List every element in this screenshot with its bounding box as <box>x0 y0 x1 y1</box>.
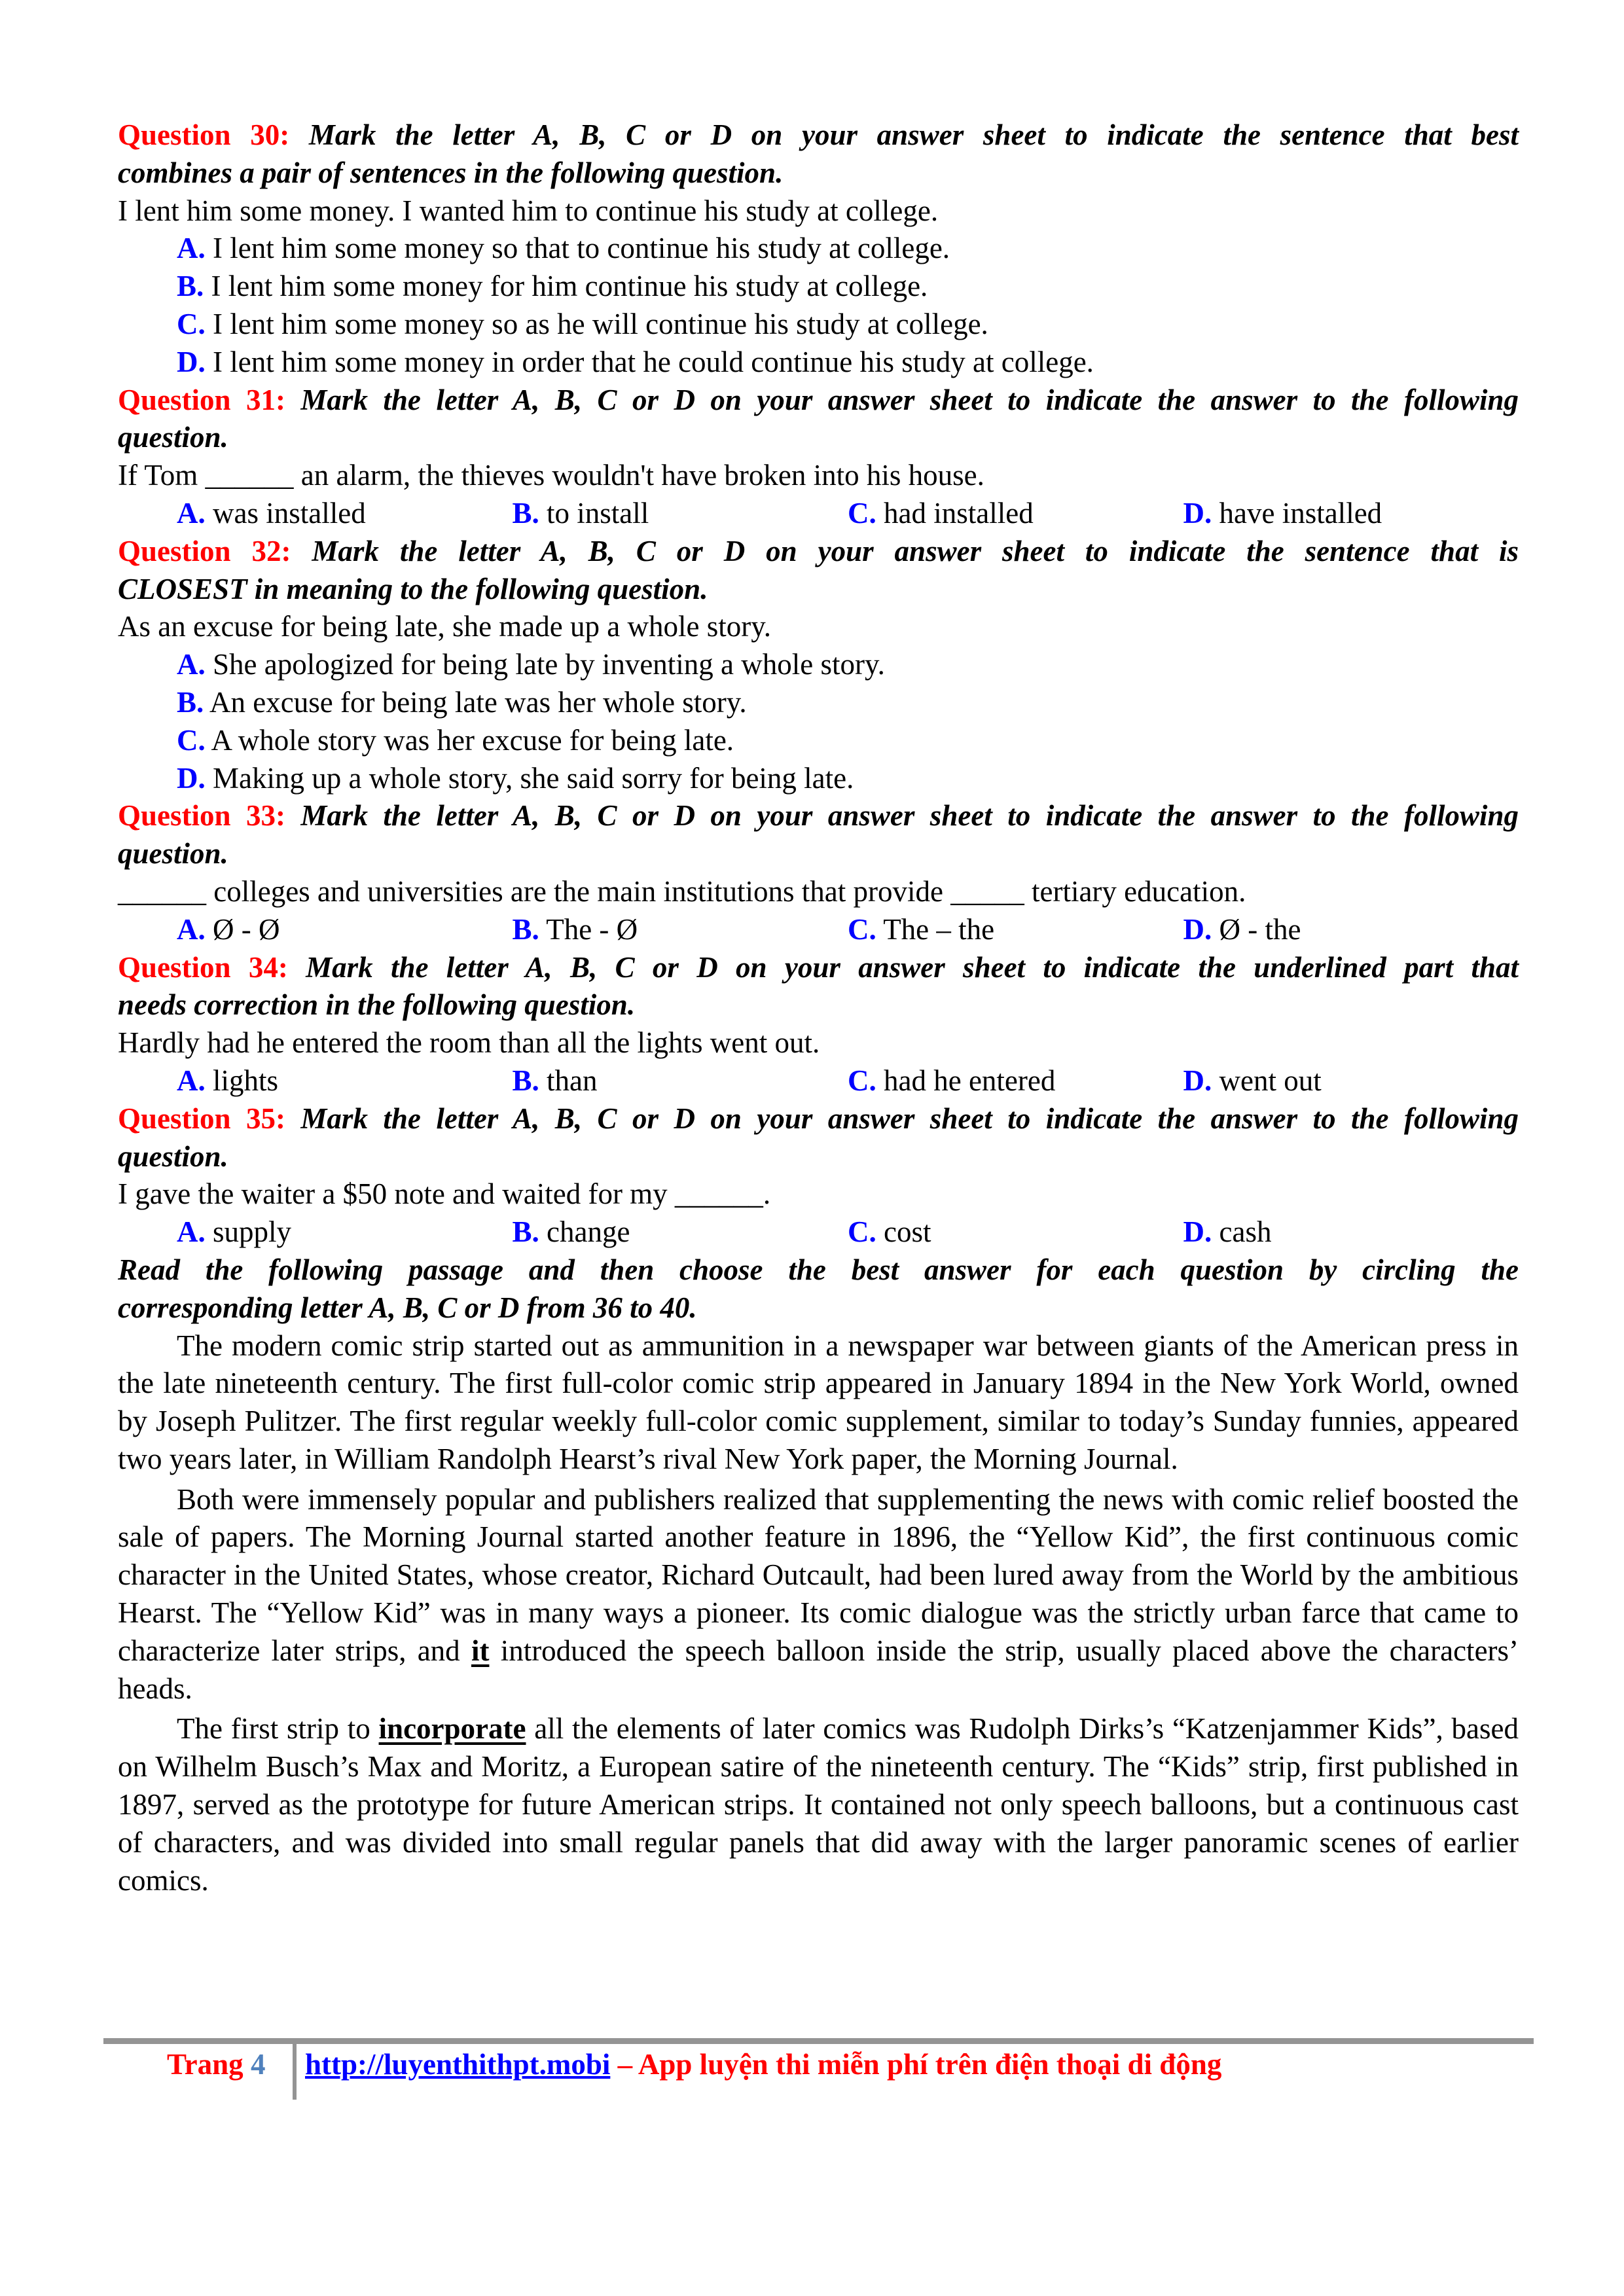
option-text: went out <box>1219 1064 1322 1097</box>
question-instruction-cont <box>118 835 1519 873</box>
option-d[interactable] <box>1183 1213 1519 1251</box>
option-letter: C. <box>177 307 206 340</box>
question-instruction: Mark the letter A, B, C or D on your answer sheet to indicate the sentence that best <box>308 118 1519 151</box>
option-letter: D. <box>1183 1215 1212 1249</box>
question-34 <box>118 949 1519 1100</box>
question-instruction: combines a pair of sentences in the following question. <box>118 156 784 189</box>
option-text: supply <box>213 1215 292 1249</box>
option-text: was installed <box>213 496 366 529</box>
question-instruction: question. <box>118 421 228 454</box>
option-b[interactable] <box>513 911 848 949</box>
option-letter: B. <box>512 1215 539 1249</box>
option-text: The – the <box>883 912 995 946</box>
option-text: had he entered <box>884 1064 1056 1097</box>
option-text: I lent him some money in order that he could continue his study at college. <box>213 345 1094 378</box>
option-b[interactable] <box>513 1062 848 1100</box>
option-a[interactable] <box>118 646 1519 684</box>
option-text: I lent him some money for him continue his study at college. <box>211 270 928 303</box>
footer-link[interactable]: http://luyenthithpt.mobi <box>305 2048 611 2081</box>
question-33-header <box>118 797 1519 835</box>
option-text: have installed <box>1219 496 1382 529</box>
question-instruction: question. <box>118 1139 228 1173</box>
question-stem: ______ colleges and universities are the main institutions that provide _____ tertiary education. <box>118 874 1246 908</box>
passage-paragraph-2 <box>118 1481 1519 1708</box>
option-text: Ø - Ø <box>213 912 280 946</box>
paragraph-text: introduced the speech balloon inside the strip, usually placed above the characters’ heads. <box>118 1634 1519 1705</box>
question-32-header <box>118 533 1519 571</box>
options-row <box>118 1062 1519 1100</box>
passage-paragraph-1: The modern comic strip started out as ammunition in a newspaper war between giants of the American press in the late nineteenth century. The first full-color comic strip appeared in January 1894 in the New York World, owned by Joseph Pulitzer. The first regular weekly full-color comic supplement, similar to today’s Sunday funnies, appeared two years later, in William Randolph Hearst’s rival New York paper, the Morning Journal. <box>118 1329 1519 1475</box>
question-stem: I gave the waiter a $50 note and waited for my ______. <box>118 1177 771 1211</box>
option-b[interactable] <box>513 1213 848 1251</box>
options-row <box>118 1213 1519 1251</box>
option-d[interactable] <box>1183 495 1519 533</box>
option-c[interactable] <box>848 911 1183 949</box>
option-b[interactable] <box>118 268 1519 306</box>
question-instruction-cont <box>118 986 1519 1024</box>
underlined-word-incorporate: incorporate <box>378 1712 526 1746</box>
option-text: Making up a whole story, she said sorry for being late. <box>213 761 854 795</box>
paragraph-text: Both were immensely popular and publishers realized that supplementing the news with comic relief boosted the sale of papers. The Morning Journal started another feature in 1896, the “Yellow Kid”, the first continuous comic character in the United States, whose creator, Richard Outcault, had been lured away from the World by the ambitious Hearst. The “Yellow Kid” was in many ways a pioneer. Its comic dialogue was the strictly urban farce that came to characterize later strips, and <box>118 1482 1519 1667</box>
option-c[interactable] <box>118 722 1519 760</box>
option-text: lights <box>213 1064 279 1097</box>
question-33 <box>118 797 1519 948</box>
question-instruction: Mark the letter A, B, C or D on your answer sheet to indicate the answer to the following <box>300 799 1519 833</box>
option-letter: D. <box>177 761 206 795</box>
option-text: A whole story was her excuse for being late. <box>211 723 734 757</box>
underlined-word-it: it <box>471 1634 490 1667</box>
option-letter: A. <box>177 648 206 681</box>
option-letter: C. <box>177 723 206 757</box>
question-instruction: needs correction in the following question. <box>118 988 636 1022</box>
question-instruction: question. <box>118 837 228 870</box>
footer-tagline: – App luyện thi miễn phí trên điện thoại di động <box>610 2048 1222 2081</box>
option-text: cash <box>1219 1215 1272 1249</box>
question-label: Question 34: <box>118 950 288 984</box>
question-stem: If Tom ______ an alarm, the thieves wouldn't have broken into his house. <box>118 459 984 492</box>
question-30 <box>118 117 1519 382</box>
option-letter: B. <box>177 270 204 303</box>
question-stem: Hardly had he entered the room than all the lights went out. <box>118 1026 820 1060</box>
question-instruction-cont <box>118 571 1519 609</box>
option-text: change <box>547 1215 630 1249</box>
page-label: Trang <box>167 2048 244 2081</box>
option-letter: C. <box>848 496 876 529</box>
reading-section <box>118 1251 1519 1900</box>
question-31-header <box>118 382 1519 420</box>
option-letter: B. <box>512 1064 539 1097</box>
option-c[interactable] <box>848 495 1183 533</box>
option-letter: A. <box>177 1215 206 1249</box>
question-instruction: Mark the letter A, B, C or D on your answer sheet to indicate the underlined part that <box>306 950 1519 984</box>
options-row <box>118 495 1519 533</box>
option-text: I lent him some money so that to continue his study at college. <box>213 232 950 265</box>
option-b[interactable] <box>118 684 1519 722</box>
option-a[interactable] <box>177 1213 513 1251</box>
option-letter: A. <box>177 912 206 946</box>
question-34-header <box>118 949 1519 987</box>
option-a[interactable] <box>118 230 1519 268</box>
option-d[interactable] <box>1183 911 1519 949</box>
question-label: Question 33: <box>118 799 285 833</box>
footer-page-number <box>167 2047 265 2081</box>
option-d[interactable] <box>1183 1062 1519 1100</box>
question-label: Question 35: <box>118 1102 285 1135</box>
option-letter: A. <box>177 232 206 265</box>
option-text: cost <box>884 1215 931 1249</box>
option-letter: B. <box>512 496 539 529</box>
question-label: Question 31: <box>118 383 285 416</box>
question-label: Question 30: <box>118 118 290 151</box>
question-35 <box>118 1100 1519 1251</box>
question-instruction: CLOSEST in meaning to the following question. <box>118 572 708 605</box>
paragraph-text: The first strip to <box>177 1712 370 1746</box>
option-letter: D. <box>177 345 206 378</box>
option-d[interactable] <box>118 344 1519 382</box>
question-32 <box>118 533 1519 798</box>
option-c[interactable] <box>848 1062 1183 1100</box>
options-row <box>118 911 1519 949</box>
option-text: Ø - the <box>1219 912 1301 946</box>
question-stem: I lent him some money. I wanted him to continue his study at college. <box>118 194 939 227</box>
option-text: had installed <box>884 496 1034 529</box>
reading-directions-cont: corresponding letter A, B, C or D from 36 to 40. <box>118 1291 697 1324</box>
question-30-header <box>118 117 1519 154</box>
option-d[interactable] <box>118 760 1519 798</box>
question-31 <box>118 382 1519 533</box>
option-c[interactable] <box>848 1213 1183 1251</box>
option-letter: A. <box>177 1064 206 1097</box>
option-b[interactable] <box>513 495 848 533</box>
option-a[interactable] <box>177 911 513 949</box>
question-instruction-cont <box>118 1138 1519 1176</box>
reading-directions: Read the following passage and then choose the best answer for each question by circling the <box>118 1253 1519 1286</box>
footer-divider <box>103 2038 1534 2044</box>
option-text: The - Ø <box>546 912 638 946</box>
option-letter: C. <box>848 1215 876 1249</box>
option-letter: D. <box>1183 912 1212 946</box>
question-stem: As an excuse for being late, she made up a whole story. <box>118 610 772 643</box>
footer-text <box>305 2047 1221 2081</box>
option-text: An excuse for being late was her whole story. <box>209 685 747 719</box>
option-letter: B. <box>177 685 204 719</box>
option-c[interactable] <box>118 306 1519 344</box>
option-letter: C. <box>848 1064 876 1097</box>
passage-paragraph-3 <box>118 1710 1519 1899</box>
option-text: than <box>547 1064 598 1097</box>
question-instruction-cont <box>118 154 1519 192</box>
option-letter: B. <box>512 912 539 946</box>
option-a[interactable] <box>177 1062 513 1100</box>
question-35-header <box>118 1100 1519 1138</box>
question-label: Question 32: <box>118 534 291 567</box>
question-instruction-cont <box>118 419 1519 457</box>
question-instruction: Mark the letter A, B, C or D on your answer sheet to indicate the answer to the following <box>300 383 1519 416</box>
option-a[interactable] <box>177 495 513 533</box>
option-text: to install <box>547 496 649 529</box>
option-letter: D. <box>1183 496 1212 529</box>
footer-vertical-divider <box>293 2044 297 2100</box>
option-letter: C. <box>848 912 876 946</box>
question-instruction: Mark the letter A, B, C or D on your answer sheet to indicate the answer to the following <box>300 1102 1519 1135</box>
document-page <box>118 117 1519 1899</box>
option-text: She apologized for being late by inventing a whole story. <box>213 648 885 681</box>
question-instruction: Mark the letter A, B, C or D on your answer sheet to indicate the sentence that is <box>312 534 1519 567</box>
page-number: 4 <box>250 2048 266 2081</box>
option-letter: A. <box>177 496 206 529</box>
paragraph-text: all the elements of later comics was Rudolph Dirks’s “Katzenjammer Kids”, based on Wilhelm Busch’s Max and Moritz, a European satire of the nineteenth century. The “Kids” strip, first published in 1897, served as the prototype for future American strips. It contained not only speech balloons, but a continuous cast of characters, and was divided into small regular panels that did away with the larger panoramic scenes of earlier comics. <box>118 1712 1519 1897</box>
option-letter: D. <box>1183 1064 1212 1097</box>
option-text: I lent him some money so as he will continue his study at college. <box>213 307 988 340</box>
